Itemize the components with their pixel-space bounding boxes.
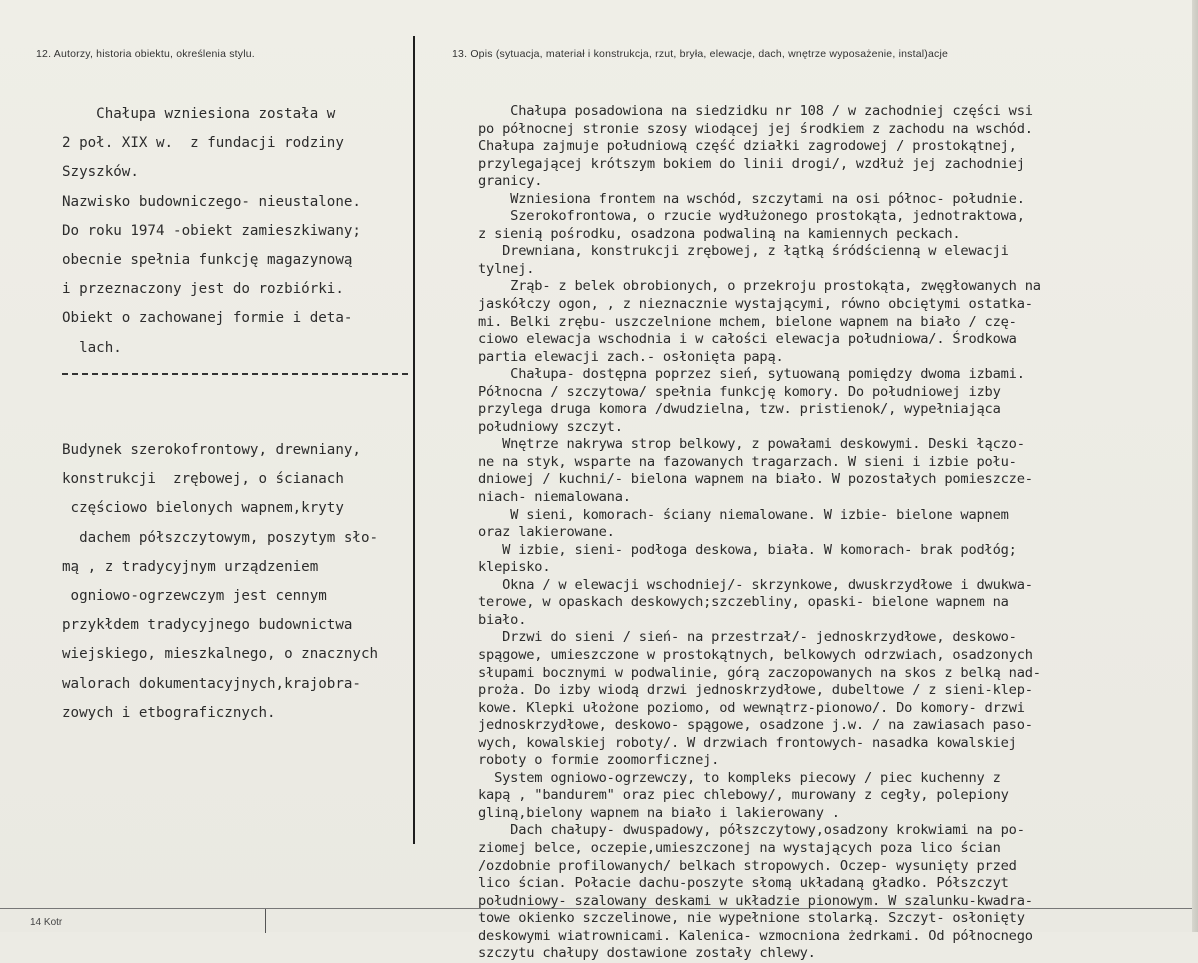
description-line: Chałupa posadowiona na siedzidku nr 108 / w zachodniej części wsi bbox=[478, 103, 1033, 119]
description-line: spągowe, umieszczone w prostokątnych, belkowych odrzwiach, osadzonych bbox=[478, 646, 1033, 663]
dashed-separator bbox=[62, 373, 408, 375]
description-line: ne na styk, wsparte na fazowanych tragarzach. W sieni i izbie połu- bbox=[478, 453, 1017, 470]
description-line: jaskółczy ogon, , z nieznacznie wystającymi, równo obciętymi ostatka- bbox=[478, 296, 1033, 313]
footer-divider bbox=[265, 909, 266, 933]
history-line: Do roku 1974 -obiekt zamieszkiwany; bbox=[62, 222, 361, 239]
description-line: przylegającej krótszym bokiem do linii drogi/, wzdłuż jej zachodniej bbox=[478, 155, 1025, 172]
style-line: Budynek szerokofrontowy, drewniany, bbox=[62, 442, 361, 458]
description-line: gliną,bielony wapnem na biało i lakierowany . bbox=[478, 804, 840, 821]
section-13-header: 13. Opis (sytuacja, materiał i konstrukcja, rzut, bryła, elewacje, dach, wnętrze wyposażenie, instal)acje bbox=[452, 48, 949, 60]
description-line: Dach chałupy- dwuspadowy, półszczytowy,osadzony krokwiami na po- bbox=[478, 822, 1025, 839]
style-line: przykłdem tradycyjnego budownictwa bbox=[62, 617, 353, 634]
description-line: Wzniesiona frontem na wschód, szczytami na osi północ- południe. bbox=[478, 190, 1025, 207]
description-line: południowy- szalowany deskami w układzie pionowym. W szalunku-kwadra- bbox=[478, 892, 1033, 909]
history-line: 2 poł. XIX w. z fundacji rodziny bbox=[62, 135, 344, 152]
description-line: terowe, w opaskach deskowych;szczebliny, opaski- bielone wapnem na bbox=[478, 594, 1009, 611]
description-line: kapą , "bandurem" oraz piec chlebowy/, murowany z cegły, polepiony bbox=[478, 787, 1009, 804]
description-line: słupami bocznymi w podwalinie, górą zaczopowanych na skos z belką nad- bbox=[478, 664, 1041, 681]
description-text-block bbox=[478, 103, 1196, 963]
description-line: towe okienko szczelinowe, nie wypełnione stolarką. Szczyt- osłonięty bbox=[478, 910, 1025, 927]
description-line: Chałupa zajmuje południową część działki zagrodowej / prostokątnej, bbox=[478, 138, 1017, 155]
history-line: lach. bbox=[62, 339, 122, 356]
section-12-header: 12. Autorzy, historia obiektu, określenia stylu. bbox=[36, 48, 255, 60]
description-line: W sieni, komorach- ściany niemalowane. W izbie- bielone wapnem bbox=[478, 506, 1009, 523]
style-line: zowych i etbograficznych. bbox=[62, 704, 276, 721]
style-definition-text-block bbox=[62, 436, 442, 728]
next-section-strip bbox=[0, 908, 1198, 933]
description-line: klepisko. bbox=[478, 559, 551, 576]
description-line: wych, kowalskiej roboty/. W drzwiach frontowych- nasadka kowalskiej bbox=[478, 734, 1017, 751]
style-line: częściowo bielonych wapnem,kryty bbox=[62, 500, 344, 517]
history-line: Chałupa wzniesiona została w bbox=[62, 106, 336, 122]
description-line: ciowo elewacja wschodnia i w całości elewacja południowa/. Środkowa bbox=[478, 331, 1017, 348]
description-line: jednoskrzydłowe, deskowo- spągowe, osadzone j.w. / na zawiasach paso- bbox=[478, 717, 1033, 734]
history-line: Nazwisko budowniczego- nieustalone. bbox=[62, 193, 361, 210]
description-line: mi. Belki zrębu- uszczelnione mchem, bielone wapnem na biało / czę- bbox=[478, 313, 1017, 330]
description-line: Okna / w elewacji wschodniej/- skrzynkowe, dwuskrzydłowe i dwukwa- bbox=[478, 576, 1033, 593]
description-line: biało. bbox=[478, 611, 527, 628]
description-line: granicy. bbox=[478, 173, 543, 190]
description-line: dniowej / kuchni/- bielona wapnem na biało. W pozostałych pomieszcze- bbox=[478, 471, 1033, 488]
description-line: szczytu chałupy dostawione zostały chlewy. bbox=[478, 945, 816, 962]
history-line: Obiekt o zachowanej formie i deta- bbox=[62, 310, 353, 327]
description-line: z sienią pośrodku, osadzona podwaliną na kamiennych peckach. bbox=[478, 225, 961, 242]
description-line: Zrąb- z belek obrobionych, o przekroju prostokąta, zwęgłowanych na bbox=[478, 278, 1041, 295]
description-line: tylnej. bbox=[478, 260, 535, 277]
description-line: System ogniowo-ogrzewczy, to kompleks piecowy / piec kuchenny z bbox=[478, 769, 1001, 786]
description-line: Chałupa- dostępna poprzez sień, sytuowaną pomiędzy dwoma izbami. bbox=[478, 366, 1025, 383]
description-line: lico ścian. Połacie dachu-poszyte słomą układaną gładko. Półszczyt bbox=[478, 875, 1009, 892]
history-line: i przeznaczony jest do rozbiórki. bbox=[62, 281, 344, 298]
paper-edge bbox=[1192, 0, 1198, 932]
description-line: niach- niemalowana. bbox=[478, 489, 631, 506]
style-line: ogniowo-ogrzewczym jest cennym bbox=[62, 587, 327, 604]
description-line: ziomej belce, oczepie,umieszczonej na wystających poza lico ścian bbox=[478, 839, 1001, 856]
description-line: oraz lakierowane. bbox=[478, 524, 615, 541]
description-line: kowe. Klepki ułożone poziomo, od wewnątrz-pionowo/. Do komory- drzwi bbox=[478, 699, 1025, 716]
style-line: wiejskiego, mieszkalnego, o znacznych bbox=[62, 646, 379, 663]
description-line: przylega druga komora /dwudzielna, tzw. pristienok/, wypełniająca bbox=[478, 401, 1001, 418]
description-line: południowy szczyt. bbox=[478, 418, 623, 435]
style-line: dachem półszczytowym, poszytym sło- bbox=[62, 529, 379, 546]
next-section-label: 14 Kotr bbox=[30, 917, 63, 928]
history-line: obecnie spełnia funkcję magazynową bbox=[62, 251, 353, 268]
description-line: po północnej stronie szosy wiodącej jej środkiem z zachodu na wschód. bbox=[478, 120, 1033, 137]
description-line: partia elewacji zach.- osłonięta papą. bbox=[478, 348, 784, 365]
description-line: Północna / szczytowa/ spełnia funkcję komory. Do południowej izby bbox=[478, 383, 1001, 400]
description-line: /ozdobnie profilowanych/ belkach stropowych. Oczep- wysunięty przed bbox=[478, 857, 1017, 874]
description-line: proża. Do izby wiodą drzwi jednoskrzydłowe, dubeltowe / z sieni-klep- bbox=[478, 682, 1033, 699]
history-text-block bbox=[62, 100, 442, 363]
style-line: walorach dokumentacyjnych,krajobra- bbox=[62, 675, 361, 692]
history-line: Szyszków. bbox=[62, 164, 139, 181]
description-line: roboty o formie zoomorficznej. bbox=[478, 752, 720, 769]
description-line: Drzwi do sieni / sień- na przestrzał/- jednoskrzydłowe, deskowo- bbox=[478, 629, 1017, 646]
description-line: W izbie, sieni- podłoga deskowa, biała. W komorach- brak podłóg; bbox=[478, 541, 1017, 558]
style-line: mą , z tradycyjnym urządzeniem bbox=[62, 558, 319, 575]
description-line: deskowymi wiatrownicami. Kalenica- wzmocniona żedrkami. Od północnego bbox=[478, 927, 1033, 944]
description-line: Wnętrze nakrywa strop belkowy, z powałami deskowymi. Deski łączo- bbox=[478, 436, 1025, 453]
description-line: Drewniana, konstrukcji zrębowej, z łątką śródścienną w elewacji bbox=[478, 243, 1009, 260]
description-line: Szerokofrontowa, o rzucie wydłużonego prostokąta, jednotraktowa, bbox=[478, 208, 1025, 225]
style-line: konstrukcji zrębowej, o ścianach bbox=[62, 471, 344, 488]
